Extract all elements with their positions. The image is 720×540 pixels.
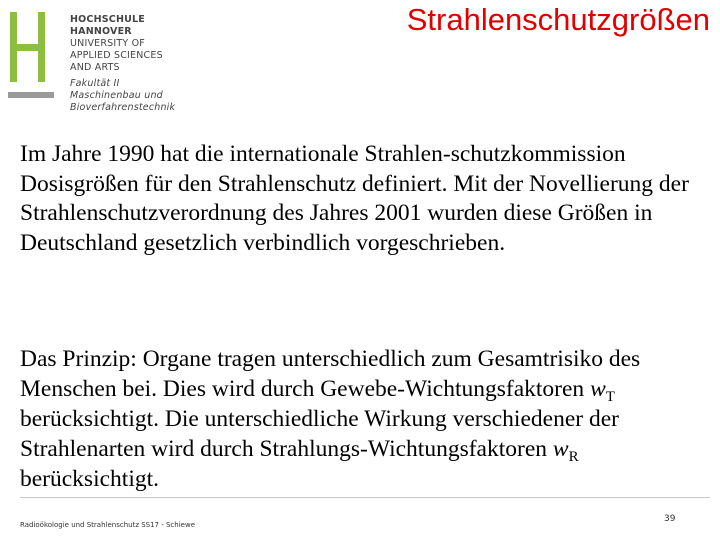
faculty-line-3: Bioverfahrenstechnik [70,102,176,113]
logo-line-3: UNIVERSITY OF [70,38,145,49]
w-symbol-1: w [590,376,606,402]
faculty-line-2: Maschinenbau und [70,90,163,101]
page-number: 39 [664,514,676,524]
logo-line-1: HOCHSCHULE [70,14,145,25]
logo-text [70,14,175,114]
footer-divider [20,497,710,498]
slide-title: Strahlenschutzgrößen [406,2,710,37]
w-symbol-2: w [552,436,569,462]
faculty-line-1: Fakultät II [70,78,120,89]
w-subscript-t: T [605,389,615,405]
faculty-text [70,78,175,114]
paragraph-2-part-3: berücksichtigt. [20,466,160,492]
h-logo-icon [8,10,64,102]
logo-line-2: HANNOVER [70,26,132,37]
paragraph-2-part-2: berücksichtigt. Die unterschiedliche Wirkung verschiedener der Strahlenarten wird durch Strahlungs-Wichtungsfaktoren [20,406,619,462]
logo-line-4: APPLIED SCIENCES [70,50,163,61]
paragraph-1: Im Jahre 1990 hat die internationale Strahlen-schutzkommission Dosisgrößen für den Strahlenschutz definiert. Mit der Novellierung der Strahlenschutzverordnung des Jahres 2001 wurden diese Größen in Deutschland gesetzlich verbindlich vorgeschrieben. [20,141,689,256]
university-logo [8,10,178,132]
paragraph-2 [20,344,710,494]
logo-line-5: AND ARTS [70,62,120,73]
paragraph-2-part-1: Das Prinzip: Organe tragen unterschiedlich zum Gesamtrisiko des Menschen bei. Dies wird durch Gewebe-Wichtungsfaktoren [20,346,641,402]
footer-text: Radioökologie und Strahlenschutz SS17 - Schiewe [20,521,196,529]
w-subscript-r: R [568,449,579,465]
